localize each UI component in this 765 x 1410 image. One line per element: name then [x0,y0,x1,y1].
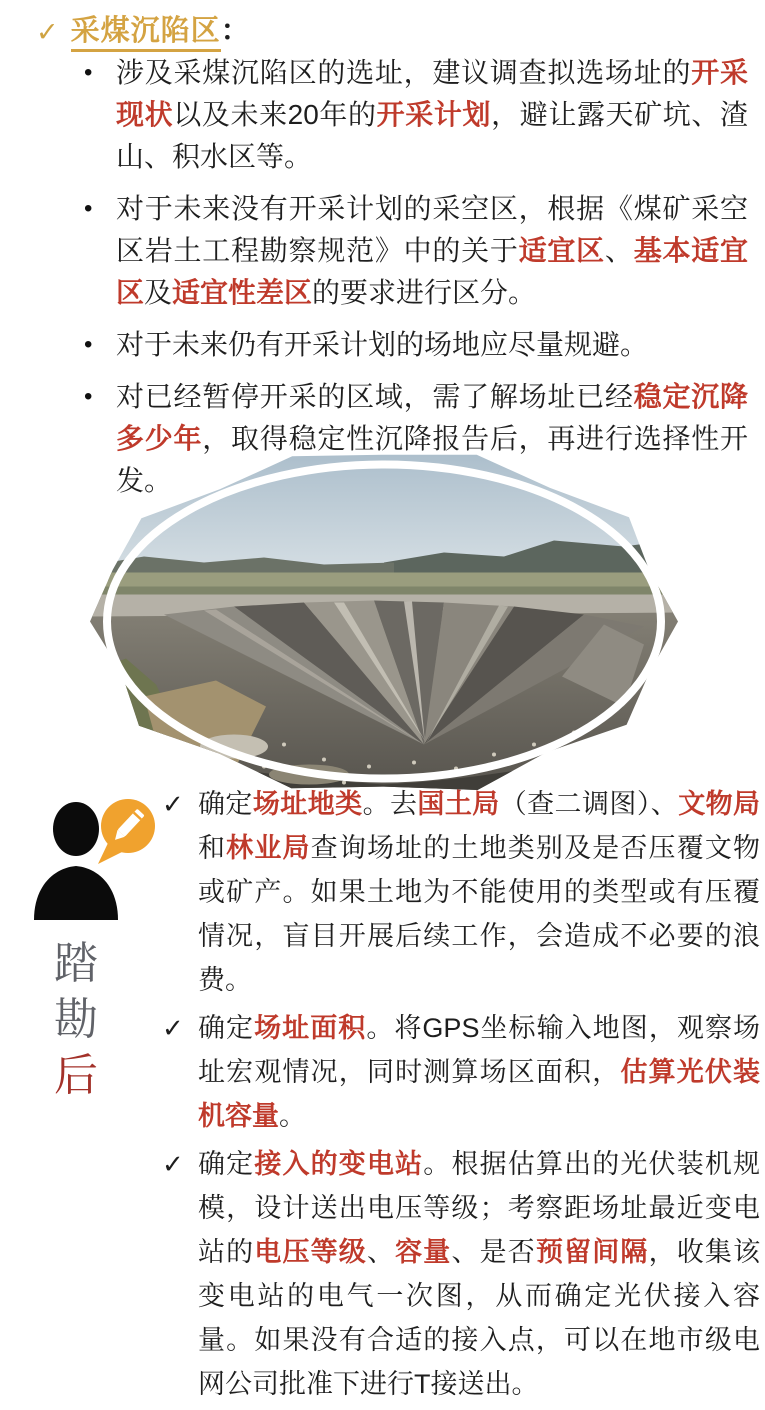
text-run: 查询场址的土地类别及是否压覆文物或矿产。如果土地为不能使用的类型或有压覆情况，盲目开展后续工作，会造成不必要的浪费。 [198,833,761,995]
text-run: 对于未来没有开采计划的采空区，根据《煤矿采空区岩土工程勘察规范》中的关于 [116,193,748,266]
stage-char: 勘 [54,995,98,1044]
mine-pit-photo-svg [84,444,684,800]
text-run: 。将GPS坐标输入地图，观察场址宏观情况，同时测算场区面积， [198,1013,760,1087]
text-run: 、是否 [451,1237,536,1267]
text-run: 涉及采煤沉陷区的选址，建议调查拟选场址的 [116,57,692,88]
mine-pit-photo [84,444,684,800]
text-run: 和 [198,833,227,863]
text-run: 。根据估算出的光伏装机规模，设计送出电压等级；考察距场址最近变电站的 [198,1149,761,1267]
survey-checklist [162,782,760,1410]
highlight-text: 接入的变电站 [254,1149,424,1179]
stage-char-highlight: 后 [54,1051,98,1100]
bullet-item [84,52,752,178]
highlight-text: 开采计划 [376,99,492,130]
checklist-item [162,782,760,1002]
pencil-badge-icon [98,799,155,864]
gold-check-icon: ✓ [36,17,59,47]
stage-char: 踏 [54,939,98,988]
check-icon: ✓ [162,789,184,819]
highlight-text: 文物局 [678,789,761,819]
highlight-text: 稳定沉降多少年 [116,381,748,454]
highlight-text: 容量 [395,1237,452,1267]
highlight-text: 预留间隔 [535,1237,649,1267]
text-run: 对于未来仍有开采计划的场地应尽量规避。 [116,329,649,360]
highlight-text: 林业局 [226,833,311,863]
text-run: 。 [279,1101,306,1131]
highlight-text: 适宜区 [518,235,605,266]
highlight-text: 电压等级 [254,1237,367,1267]
surveyor-icon [28,796,160,922]
highlight-text: 基本适宜区 [116,235,748,308]
text-run: 、 [604,235,634,266]
bullet-item [84,188,752,314]
text-run: 及 [144,277,173,308]
text-run: ，收集该变电站的电气一次图，从而确定光伏接入容量。如果没有合适的接入点，可以在地市级电网公司批准下进行T接送出。 [198,1237,761,1399]
highlight-text: 场址地类 [252,789,363,819]
highlight-text: 国土局 [417,789,500,819]
checklist-text [198,1006,760,1138]
bullet-list [84,52,752,512]
bullet-dot-icon: • [84,59,93,86]
bullet-text [116,188,748,314]
checklist-text [198,782,760,1002]
text-run: 确定 [198,789,253,819]
text-run: 、 [366,1237,396,1267]
checklist-item [162,1142,760,1406]
highlight-text: 开采现状 [116,57,748,130]
check-icon: ✓ [162,1149,184,1179]
section-title: 采煤沉陷区 [71,14,221,52]
bullet-text [116,52,748,178]
bullet-dot-icon: • [84,331,93,358]
text-run: 确定 [198,1013,255,1043]
stage-label-vertical [48,936,104,1104]
bullet-item [84,324,752,366]
text-run: （查二调图）、 [499,789,679,819]
checklist-text [198,1142,760,1406]
bullet-dot-icon: • [84,195,93,222]
text-run: ，取得稳定性沉降报告后，再进行选择性开发。 [116,423,748,496]
text-run: 确定 [198,1149,255,1179]
section-title-row [36,14,250,52]
text-run: 。去 [362,789,418,819]
bullet-text [116,324,748,366]
highlight-text: 场址面积 [254,1013,367,1043]
bullet-dot-icon: • [84,383,93,410]
section-title-colon: ： [220,15,250,47]
text-run: 对已经暂停开采的区域，需了解场址已经 [116,381,634,412]
checklist-item [162,1006,760,1138]
text-run: ，避让露天矿坑、渣山、积水区等。 [116,99,748,172]
check-icon: ✓ [162,1013,184,1043]
text-run: 的要求进行区分。 [312,277,537,308]
highlight-text: 适宜性差区 [172,277,313,308]
text-run: 以及未来20年的 [173,99,377,130]
highlight-text: 估算光伏装机容量 [198,1057,761,1131]
